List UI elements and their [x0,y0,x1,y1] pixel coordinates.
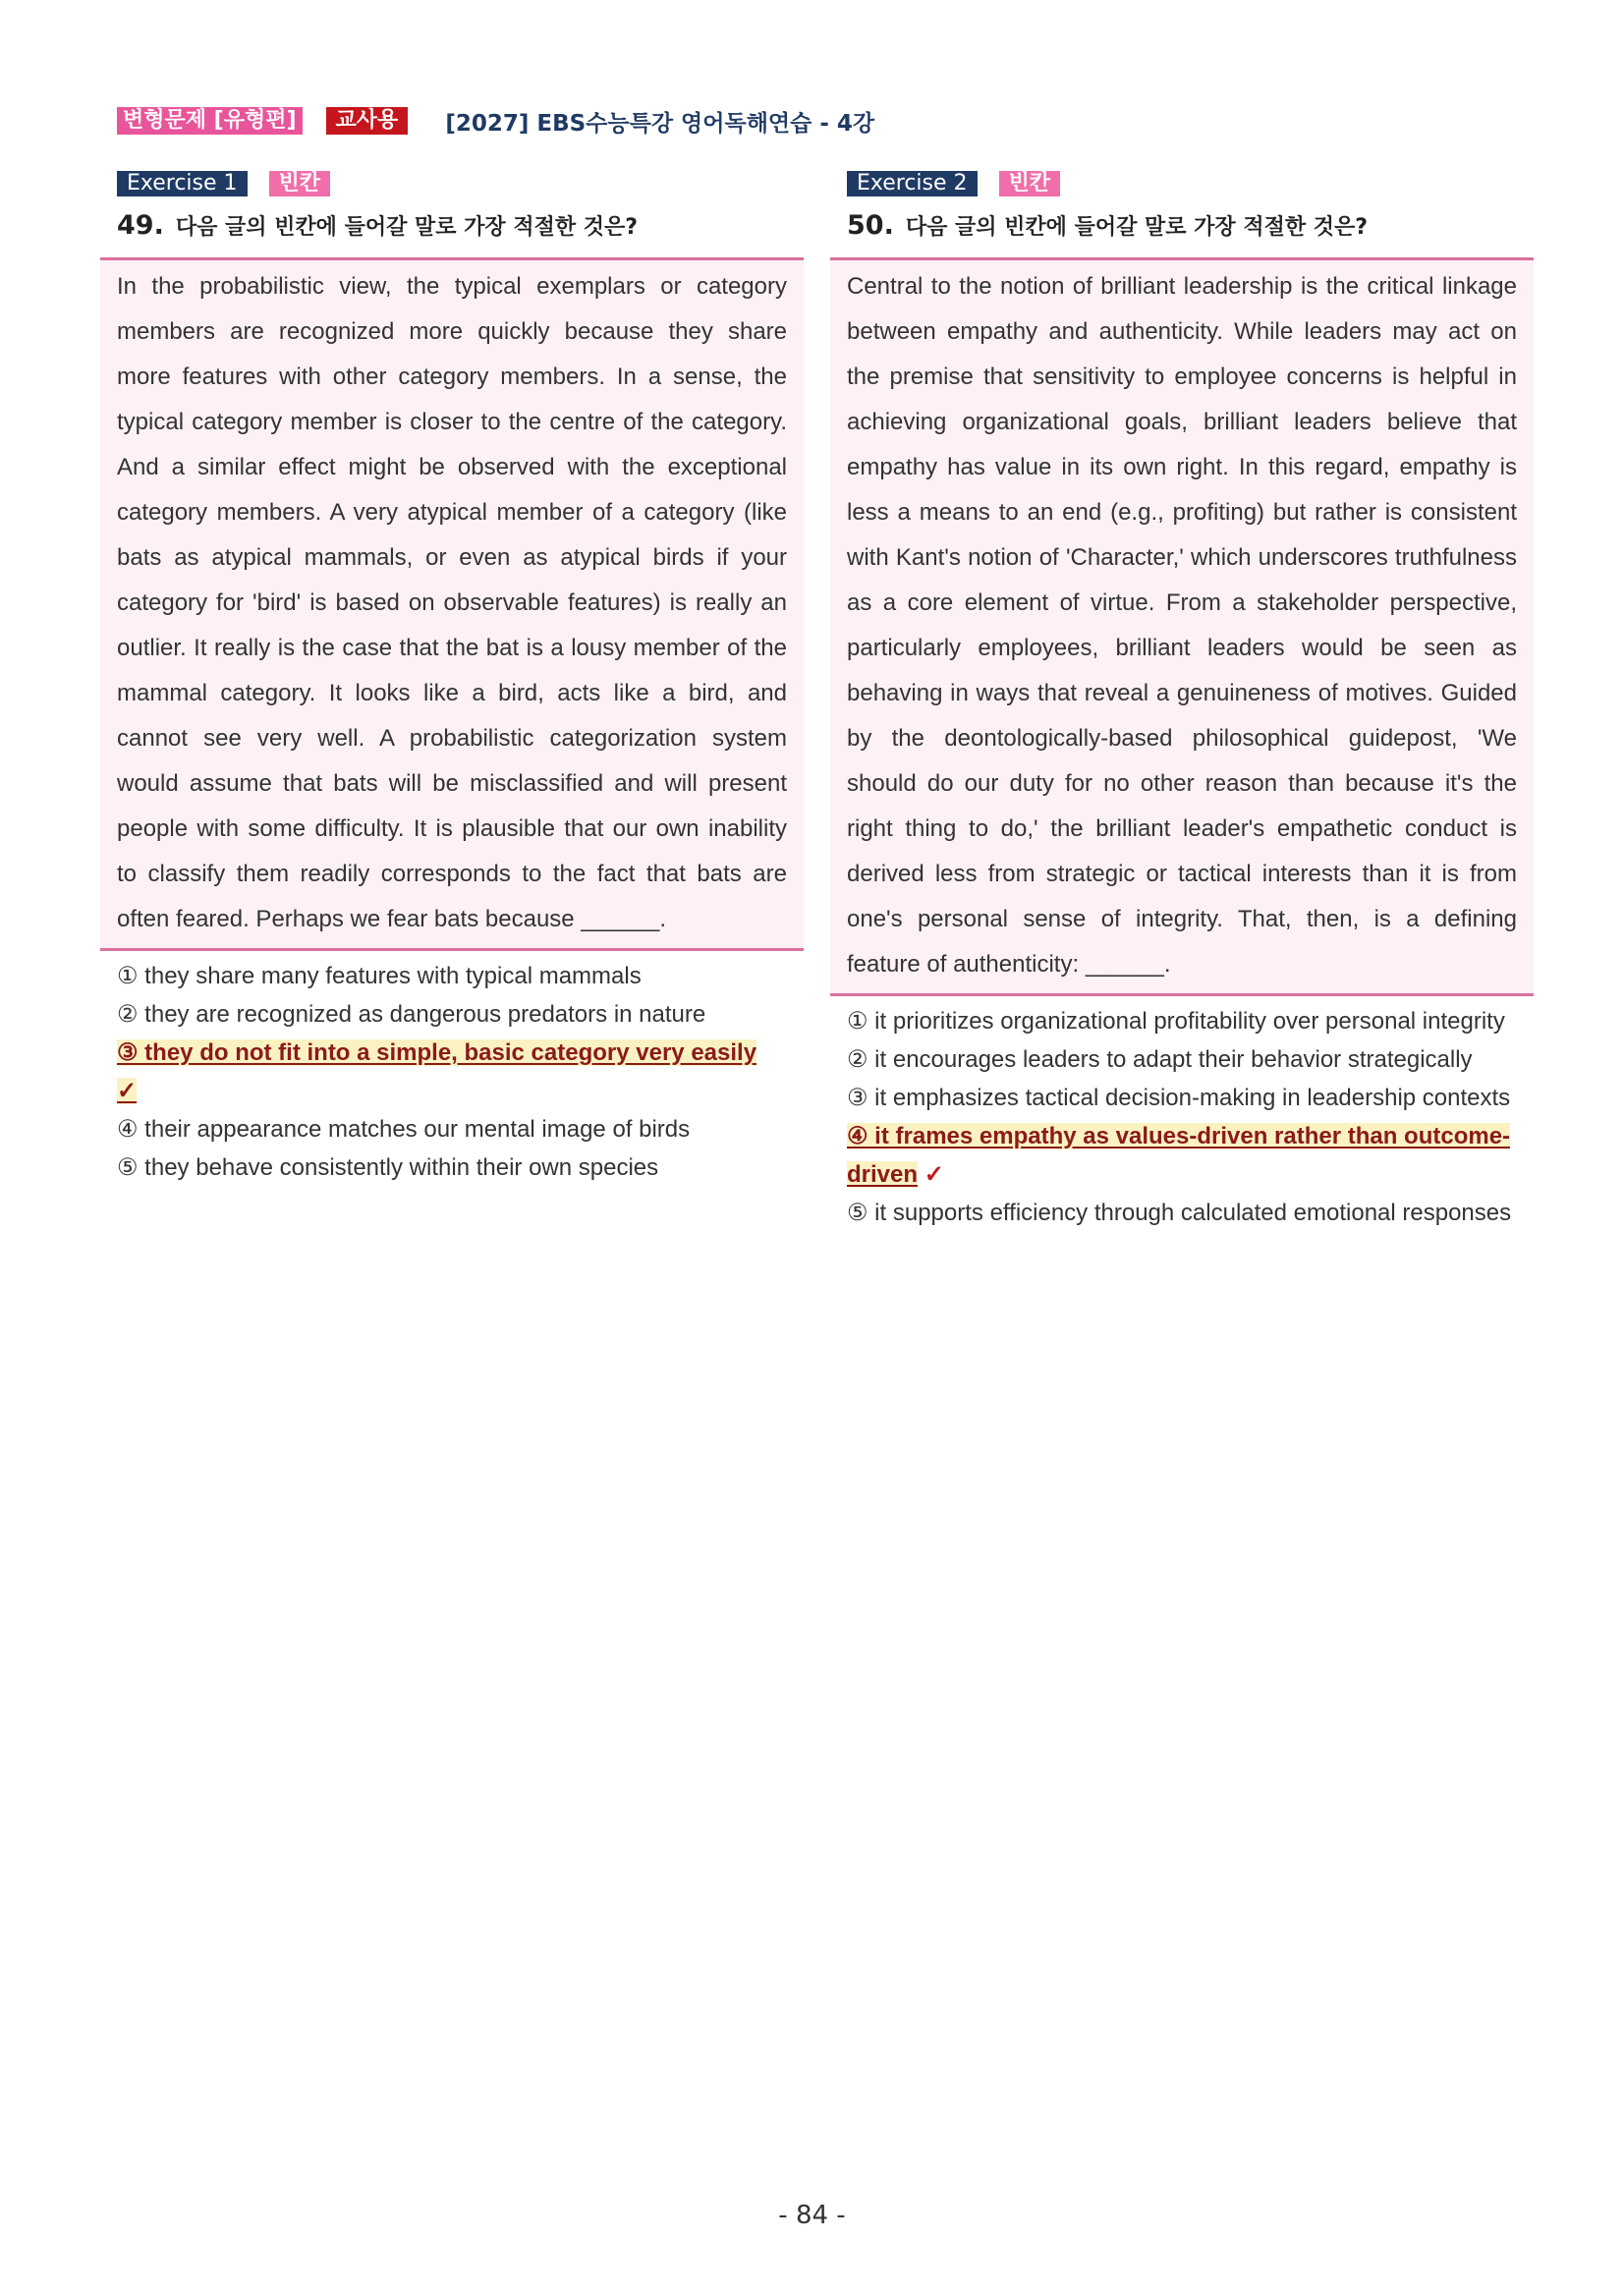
question-49-passage: In the probabilistic view, the typical exemplars or category members are recognized more quickly because they share more features with other category members. In a sense, the typical category member is closer to the centre of the category. And a similar effect might be observed with the exceptional category members. A very atypical member of a category (like bats as atypical mammals, or even as atypical birds if your category for 'bird' is based on observable features) is really an outlier. It really is the case that the bat is a lousy member of the mammal category. It looks like a bird, acts like a bird, and cannot see very well. A probabilistic categorization system would assume that bats will be misclassified and will present people with some difficulty. It is plausible that our own inability to classify them readily corresponds to the fact that bats are often feared. Perhaps we fear bats because ______. [100,257,804,951]
teacher-tag: 교사용 [326,107,409,135]
choice-50-3: ③ it emphasizes tactical decision-making in leadership contexts [847,1085,1511,1111]
exercise-2-column [830,171,1534,1232]
question-49-title [117,210,804,242]
document-title: [2027] EBS수능특강 영어독해연습 - 4강 [445,110,875,137]
question-49-choices [100,957,804,1187]
question-50-passage: Central to the notion of brilliant leadership is the critical linkage between empathy and authenticity. While leaders may act on the premise that sensitivity to employee concerns is helpful in achieving organizational goals, brilliant leaders believe that empathy has value in its own right. In this regard, empathy is less a means to an end (e.g., profiting) but rather is consistent with Kant's notion of 'Character,' which underscores truthfulness as a core element of virtue. From a stakeholder perspective, particularly employees, brilliant leaders would be seen as behaving in ways that reveal a genuineness of motives. Guided by the deontologically-based philosophical guidepost, 'We should do our duty for no other reason than because it's the right thing to do,' the brilliant leader's empathetic conduct is derived less from strategic or tactical interests than it is from one's personal sense of integrity. That, then, is a defining feature of authenticity: ______. [830,257,1534,996]
correct-check-icon: ✓ [117,1078,138,1104]
question-50-choices [830,1002,1534,1232]
exercise-2-type-badge: 빈칸 [999,171,1061,196]
exercise-2-label: Exercise 2 [847,171,978,196]
choice-50-1: ① it prioritizes organizational profitability over personal integrity [847,1008,1505,1035]
choice-49-4: ④ their appearance matches our mental image of birds [117,1116,691,1143]
question-49-number: 49. [117,210,164,241]
choice-49-1: ① they share many features with typical mammals [117,963,642,989]
question-50-title [847,210,1534,242]
exercise-2-header [847,171,1534,196]
exercise-1-header [117,171,804,196]
page-number: - 84 - [778,2201,846,2230]
question-49-text: 다음 글의 빈칸에 들어갈 말로 가장 적절한 것은? [175,215,639,240]
exercise-1-type-badge: 빈칸 [269,171,331,196]
choice-49-2: ② they are recognized as dangerous predators in nature [117,1001,706,1028]
exercise-1-label: Exercise 1 [117,171,248,196]
question-50-text: 다음 글의 빈칸에 들어갈 말로 가장 적절한 것은? [905,215,1369,240]
choice-50-2: ② it encourages leaders to adapt their behavior strategically [847,1046,1473,1073]
variant-tag: 변형문제 [유형편] [117,107,303,135]
correct-check-icon: ✓ [924,1161,944,1188]
page-header [117,106,874,136]
choice-49-3-correct: ③ they do not fit into a simple, basic category very easily ✓ [117,1039,757,1104]
exercise-1-column [100,171,804,1187]
question-50-number: 50. [847,210,894,241]
choice-49-5: ⑤ they behave consistently within their own species [117,1154,659,1181]
choice-50-5: ⑤ it supports efficiency through calculated emotional responses [847,1200,1512,1226]
choice-50-4-correct: ④ it frames empathy as values-driven rather than outcome-driven ✓ [847,1123,1511,1188]
